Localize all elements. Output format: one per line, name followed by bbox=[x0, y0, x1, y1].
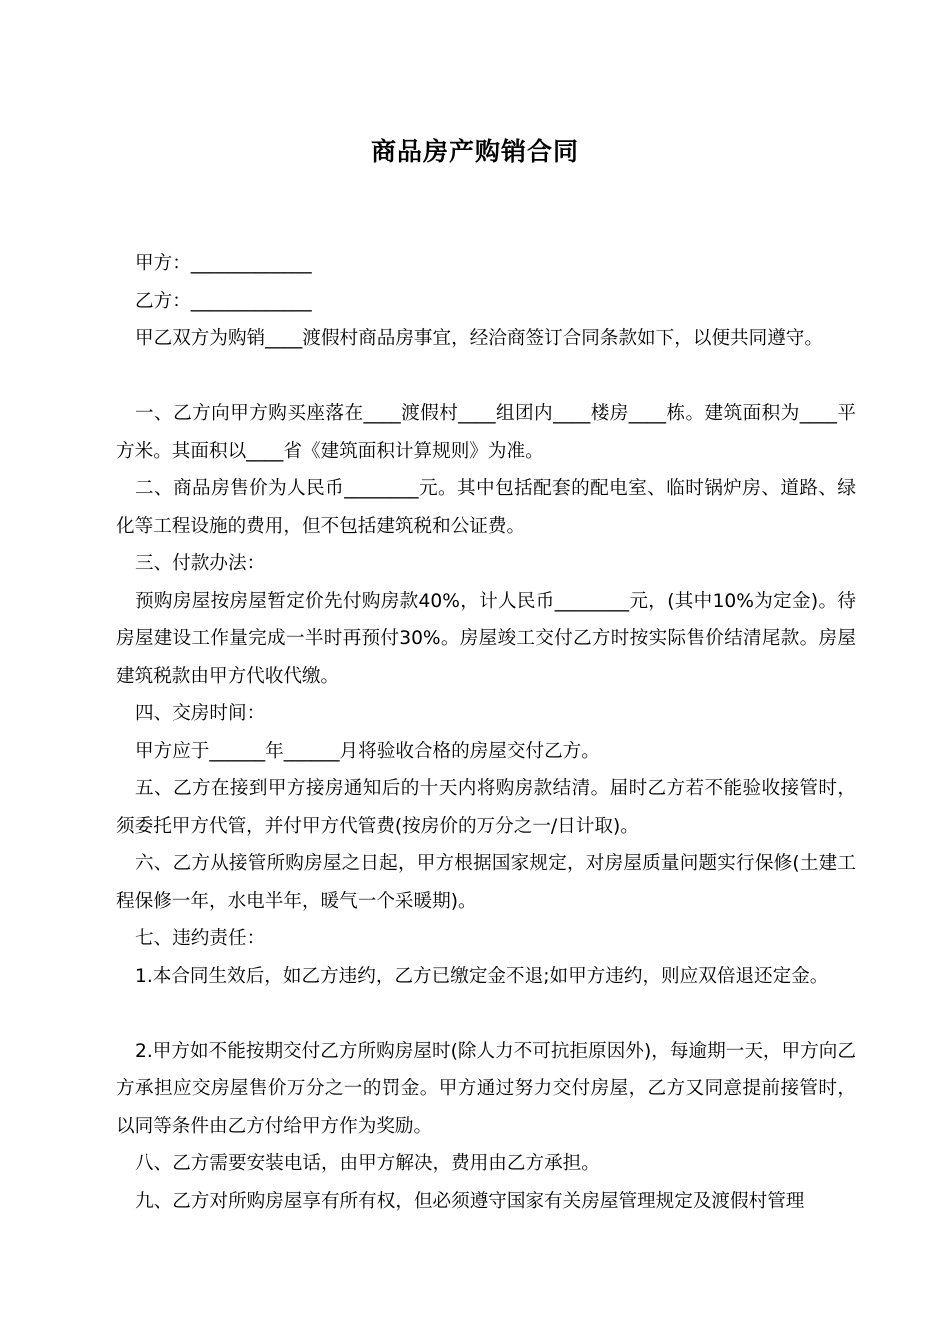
clause-7-item-1: 1.本合同生效后，如乙方违约，乙方已缴定金不退;如甲方违约，则应双倍退还定金。 bbox=[135, 965, 829, 987]
clause-2: 二、商品房售价为人民币________元。其中包括配套的配电室、临时锅炉房、道路、绿化等工程设施的费用，但不包括建筑税和公证费。 bbox=[116, 478, 856, 537]
intro-paragraph: 甲乙双方为购销____渡假村商品房事宜，经洽商签订合同条款如下，以便共同遵守。 bbox=[135, 328, 823, 349]
clause-4-body: 甲方应于______年______月将验收合格的房屋交付乙方。 bbox=[135, 740, 600, 762]
clause-9: 九、乙方对所购房屋享有所有权，但必须遵守国家有关房屋管理规定及渡假村管理 bbox=[135, 1190, 805, 1212]
clause-5: 五、乙方在接到甲方接房通知后的十天内将购房款结清。届时乙方若不能验收接管时，须委托甲方代管，并付甲方代管费(按房价的万分之一/日计取)。 bbox=[116, 778, 856, 837]
clause-3-heading: 三、付款办法： bbox=[135, 553, 266, 574]
clause-3-body: 预购房屋按房屋暂定价先付购房款40%，计人民币________元，(其中10%为定金)。待房屋建设工作量完成一半时再预付30%。房屋竣工交付乙方时按实际售价结清尾款。房屋建筑税款由甲方代收代缴。 bbox=[116, 590, 856, 687]
party-a-line: 甲方：_____________ bbox=[135, 253, 312, 274]
clause-7-item-2: 2.甲方如不能按期交付乙方所购房屋时(除人力不可抗拒原因外)，每逾期一天，甲方向乙方承担应交房屋售价万分之一的罚金。甲方通过努力交付房屋，乙方又同意提前接管时，以同等条件由乙方付给甲方作为奖励。 bbox=[116, 1040, 856, 1137]
party-b-line: 乙方：_____________ bbox=[135, 290, 312, 312]
document-title: 商品房产购销合同 bbox=[370, 137, 579, 166]
clause-6: 六、乙方从接管所购房屋之日起，甲方根据国家规定，对房屋质量问题实行保修(土建工程保修一年，水电半年，暖气一个采暖期)。 bbox=[116, 853, 856, 912]
clause-4-heading: 四、交房时间： bbox=[135, 703, 266, 724]
clause-1: 一、乙方向甲方购买座落在____渡假村____组团内____楼房____栋。建筑面积为____平方米。其面积以____省《建筑面积计算规则》为准。 bbox=[116, 403, 856, 462]
clause-7-heading: 七、违约责任： bbox=[135, 928, 266, 949]
clause-8: 八、乙方需要安装电话，由甲方解决，费用由乙方承担。 bbox=[135, 1153, 600, 1174]
contract-body bbox=[116, 245, 856, 1220]
